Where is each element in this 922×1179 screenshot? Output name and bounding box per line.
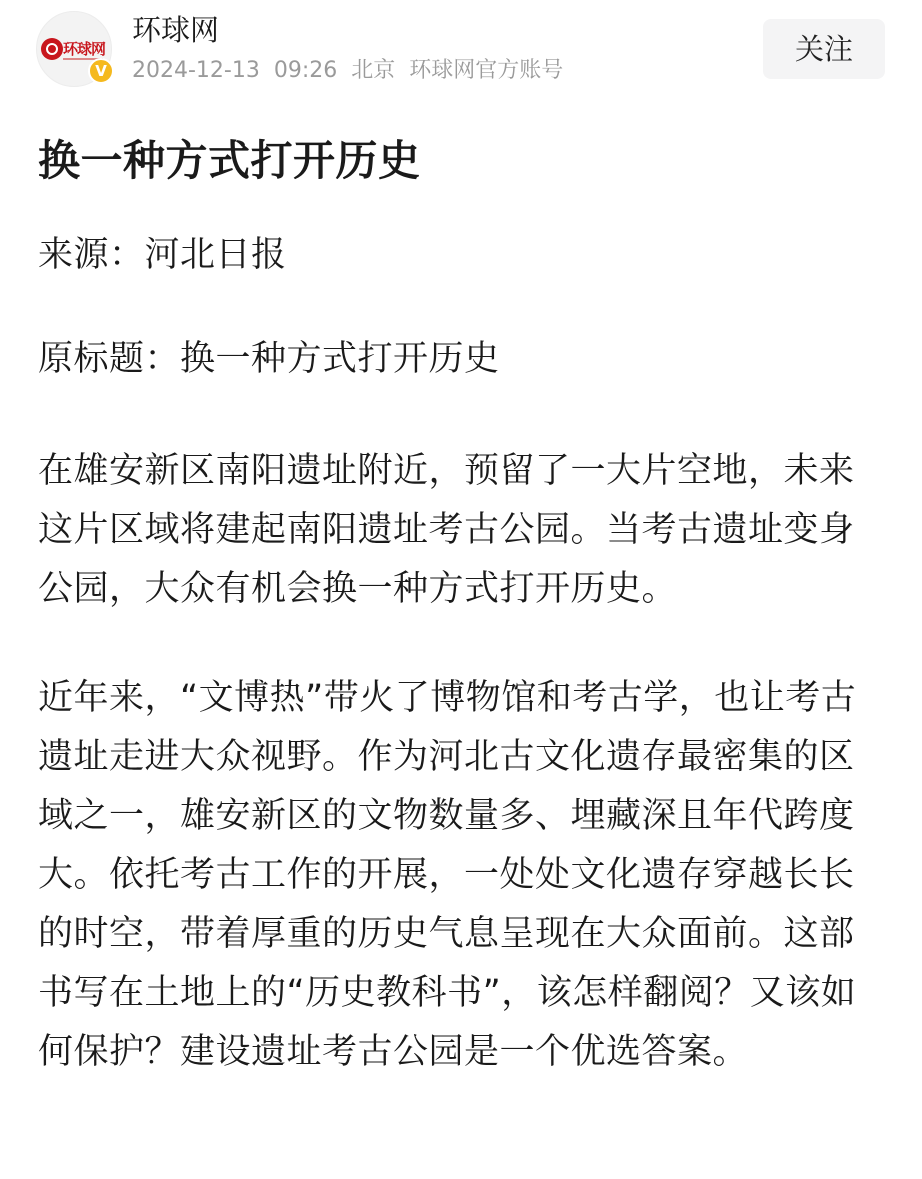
author-name[interactable]: 环球网 <box>132 13 220 47</box>
post-time: 09:26 <box>273 58 338 83</box>
follow-button[interactable]: 关注 <box>763 19 885 79</box>
post-meta <box>132 56 577 86</box>
logo-text: 环球网 <box>63 40 106 58</box>
globe-icon <box>41 38 63 60</box>
article-paragraph: 在雄安新区南阳遗址附近，预留了一大片空地，未来这片区域将建起南阳遗址考古公园。当考古遗址变身公园，大众有机会换一种方式打开历史。 <box>38 451 855 609</box>
article-paragraph: 近年来，“文博热”带火了博物馆和考古学，也让考古遗址走进大众视野。作为河北古文化遗存最密集的区域之一，雄安新区的文物数量多、埋藏深且年代跨度大。依托考古工作的开展，一处处文化遗存穿越长长的时空，带着厚重的历史气息呈现在大众面前。这部书写在土地上的“历史教科书”，该怎样翻阅？又该如何保护？建设遗址考古公园是一个优选答案。 <box>38 678 857 1072</box>
article-original-title: 原标题：换一种方式打开历史 <box>38 339 500 379</box>
post-date: 2024-12-13 <box>132 58 260 83</box>
account-type: 环球网官方账号 <box>409 58 564 83</box>
article-source: 来源：河北日报 <box>38 235 287 275</box>
post-location: 北京 <box>351 58 396 83</box>
verified-badge-icon: V <box>88 58 114 84</box>
article-header <box>0 0 922 110</box>
article-title: 换一种方式打开历史 <box>38 136 421 185</box>
article-body <box>38 126 888 1082</box>
